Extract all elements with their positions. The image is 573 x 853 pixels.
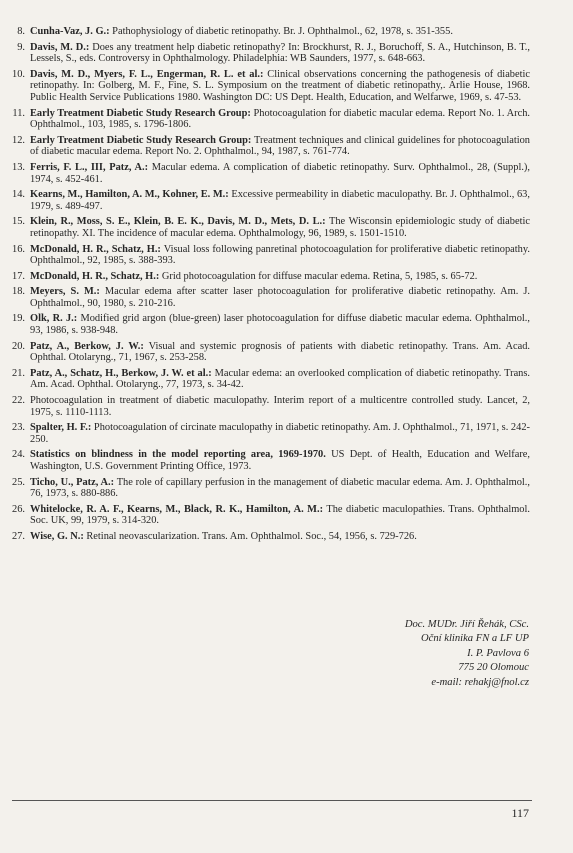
reference-body bbox=[30, 531, 530, 543]
reference-body bbox=[30, 162, 530, 185]
reference-authors: Meyers, S. M.: bbox=[30, 286, 100, 298]
reference-body bbox=[30, 449, 530, 472]
reference-text: Macular edema after scatter laser photocoagulation for proliferative diabetic retinopathy. Am. J. Ophthalmol., 90, 1980, s. 210-216. bbox=[30, 286, 530, 309]
reference-body bbox=[30, 216, 530, 239]
reference-text: Clinical observations concerning the pathogenesis of diabetic retinopathy. In: Golberg, M. F., Fine, S. L. Symposium on the treatment of diabetic retinopathy,. Arlie House, 1968. Public Health Service Publications 1980. Washington DC: US Dept. Health, Education, and Welfarwe, 1969, s. 47-53. bbox=[30, 68, 531, 103]
reference-item bbox=[8, 341, 530, 364]
reference-number: 26. bbox=[12, 503, 25, 515]
reference-item bbox=[8, 189, 530, 212]
reference-number: 13. bbox=[12, 161, 25, 173]
reference-number: 23. bbox=[12, 422, 25, 434]
reference-body bbox=[30, 395, 530, 418]
reference-authors: Early Treatment Diabetic Study Research Group: bbox=[30, 134, 252, 146]
reference-text: Pathophysiology of diabetic retinopathy. Br. J. Ophthalmol., 62, 1978, s. 351-355. bbox=[109, 26, 453, 37]
reference-number: 15. bbox=[12, 216, 25, 228]
reference-authors: Whitelocke, R. A. F., Kearns, M., Black, R. K., Hamilton, A. M.: bbox=[30, 503, 324, 515]
reference-item bbox=[8, 395, 530, 418]
reference-number: 10. bbox=[12, 68, 25, 80]
reference-authors: Patz, A., Berkow, J. W.: bbox=[30, 340, 144, 352]
reference-authors: Patz, A., Schatz, H., Berkow, J. W. et al.: bbox=[30, 367, 212, 379]
reference-text: US Dept. of Health, Education and Welfare, Washington, U.S. Government Printing Office, 1973. bbox=[30, 449, 530, 472]
reference-number: 11. bbox=[12, 107, 25, 119]
reference-authors: Klein, R., Moss, S. E., Klein, B. E. K., Davis, M. D., Mets, D. L.: bbox=[30, 216, 326, 228]
reference-text: Excessive permeability in diabetic maculopathy. Br. J. Ophthalmol., 63, 1979, s. 489-497. bbox=[30, 189, 530, 212]
reference-body bbox=[30, 135, 530, 158]
reference-number: 20. bbox=[12, 340, 25, 352]
reference-body bbox=[30, 368, 530, 391]
reference-body bbox=[30, 477, 530, 500]
author-street: I. P. Pavlova 6 bbox=[467, 647, 529, 659]
reference-text: Photocoagulation in treatment of diabetic maculopathy. Interim report of a multicentre controlled study. Lancet, 2, 1975, s. 1110-1113. bbox=[30, 395, 530, 418]
reference-body bbox=[30, 341, 530, 364]
reference-authors: Statistics on blindness in the model reporting area, 1969-1970. bbox=[30, 449, 326, 461]
reference-number: 17. bbox=[12, 270, 25, 282]
reference-number: 25. bbox=[12, 476, 25, 488]
reference-text: Modified grid argon (blue-green) laser photocoagulation for diffuse diabetic macular edema. Ophthalmol., 93, 1986, s. 938-948. bbox=[30, 313, 530, 337]
reference-body bbox=[30, 69, 530, 104]
reference-item bbox=[8, 504, 530, 527]
reference-text: Treatment techniques and clinical guidelines for photocoagulation of diabetic macular edema. Report No. 2. Ophthalmol., 94, 1987, s. 761-774. bbox=[30, 134, 530, 158]
reference-authors: Early Treatment Diabetic Study Research Group: bbox=[30, 107, 251, 119]
footer-divider bbox=[12, 800, 532, 801]
reference-text: Photocoagulation of circinate maculopathy in diabetic retinopathy. Am. J. Ophthalmol., 71, 1971, s. 242-250. bbox=[30, 422, 530, 445]
reference-body bbox=[30, 42, 530, 65]
reference-body bbox=[30, 26, 530, 38]
reference-text: Visual loss following panretinal photocoagulation for proliferative diabetic retinopathy. Ophthalmol., 92, 1985, s. 388-393. bbox=[30, 243, 530, 267]
reference-authors: Spalter, H. F.: bbox=[30, 422, 92, 434]
reference-authors: Ticho, U., Patz, A.: bbox=[30, 476, 115, 488]
reference-item bbox=[8, 271, 530, 283]
reference-item bbox=[8, 42, 530, 65]
reference-text: The Wisconsin epidemiologic study of diabetic retinopathy. XI. The incidence of macular edema. Ophthalmology, 96, 1989, s. 1501-1510. bbox=[30, 216, 530, 239]
reference-body bbox=[30, 108, 530, 131]
reference-authors: Kearns, M., Hamilton, A. M., Kohner, E. M.: bbox=[30, 189, 229, 201]
reference-item bbox=[8, 422, 530, 445]
reference-authors: Olk, R. J.: bbox=[30, 313, 78, 325]
author-email: e-mail: rehakj@fnol.cz bbox=[431, 676, 529, 688]
reference-text: Macular edema. A complication of diabetic retinopathy. Surv. Ophthalmol., 28, (Suppl.), 1974, s. 452-461. bbox=[30, 161, 530, 185]
reference-body bbox=[30, 313, 530, 336]
reference-body bbox=[30, 286, 530, 309]
page-number: 117 bbox=[511, 806, 529, 820]
reference-number: 9. bbox=[17, 41, 25, 53]
reference-text: The diabetic maculopathies. Trans. Ophthalmol. Soc. UK, 99, 1979, s. 314-320. bbox=[30, 503, 530, 527]
reference-item bbox=[8, 368, 530, 391]
reference-number: 8. bbox=[17, 26, 25, 37]
reference-authors: Ferris, F. L., III, Patz, A.: bbox=[30, 161, 149, 173]
reference-authors: Wise, G. N.: bbox=[30, 530, 84, 542]
reference-authors: Davis, M. D.: bbox=[30, 41, 90, 53]
reference-text: Retinal neovascularization. Trans. Am. Ophthalmol. Soc., 54, 1956, s. 729-726. bbox=[83, 530, 417, 542]
author-name: Doc. MUDr. Jiří Řehák, CSc. bbox=[404, 619, 529, 630]
reference-number: 27. bbox=[12, 530, 25, 542]
reference-body bbox=[30, 422, 530, 445]
reference-number: 18. bbox=[12, 286, 25, 298]
reference-item bbox=[8, 449, 530, 472]
reference-authors: McDonald, H. R., Schatz, H.: bbox=[30, 270, 160, 282]
reference-body bbox=[30, 504, 530, 527]
reference-number: 14. bbox=[12, 189, 25, 201]
reference-text: Photocoagulation for diabetic macular edema. Report No. 1. Arch. Ophthalmol., 103, 1985, s. 1796-1806. bbox=[30, 107, 530, 131]
reference-item bbox=[8, 26, 530, 38]
reference-authors: McDonald, H. R., Schatz, H.: bbox=[30, 243, 161, 255]
reference-number: 22. bbox=[12, 395, 25, 407]
author-address bbox=[405, 618, 529, 690]
reference-body bbox=[30, 244, 530, 267]
reference-item bbox=[8, 313, 530, 336]
reference-item bbox=[8, 69, 530, 104]
reference-item bbox=[8, 286, 530, 309]
reference-body bbox=[30, 189, 530, 212]
reference-authors: Cunha-Vaz, J. G.: bbox=[30, 26, 110, 37]
reference-text: The role of capillary perfusion in the management of diabetic macular edema. Am. J. Ophthalmol., 76, 1973, s. 880-886. bbox=[30, 476, 530, 500]
reference-item bbox=[8, 531, 530, 543]
reference-number: 12. bbox=[12, 134, 25, 146]
author-institution: Oční klinika FN a LF UP bbox=[421, 633, 529, 645]
reference-item bbox=[8, 477, 530, 500]
reference-item bbox=[8, 216, 530, 239]
reference-number: 24. bbox=[12, 449, 25, 461]
reference-item bbox=[8, 244, 530, 267]
reference-number: 21. bbox=[12, 367, 25, 379]
reference-item bbox=[8, 108, 530, 131]
reference-text: Macular edema: an overlooked complication of diabetic retinopathy. Trans. Am. Acad. Ophthal. Otolaryng., 77, 1973, s. 34-42. bbox=[30, 367, 531, 391]
reference-text: Does any treatment help diabetic retinopathy? In: Brockhurst, R. J., Boruchoff, S. A., Hutchinson, B. T., Lessels, S., eds. Controversy in Ophthalmology. Philadelphia: WB Saunders, 1977, s. 648-663. bbox=[30, 41, 530, 65]
reference-authors: Davis, M. D., Myers, F. L., Engerman, R. L. et al.: bbox=[30, 68, 264, 80]
reference-number: 16. bbox=[12, 243, 25, 255]
reference-body bbox=[30, 271, 530, 283]
reference-number: 19. bbox=[12, 313, 25, 325]
reference-text: Visual and systemic prognosis of patients with diabetic retinopathy. Trans. Am. Acad. Ophthal. Otolaryng., 71, 1967, s. 253-258. bbox=[30, 340, 530, 364]
reference-text: Grid photocoagulation for diffuse macular edema. Retina, 5, 1985, s. 65-72. bbox=[159, 270, 478, 282]
author-city: 775 20 Olomouc bbox=[458, 662, 529, 674]
reference-item bbox=[8, 135, 530, 158]
reference-item bbox=[8, 162, 530, 185]
reference-list bbox=[8, 26, 530, 547]
